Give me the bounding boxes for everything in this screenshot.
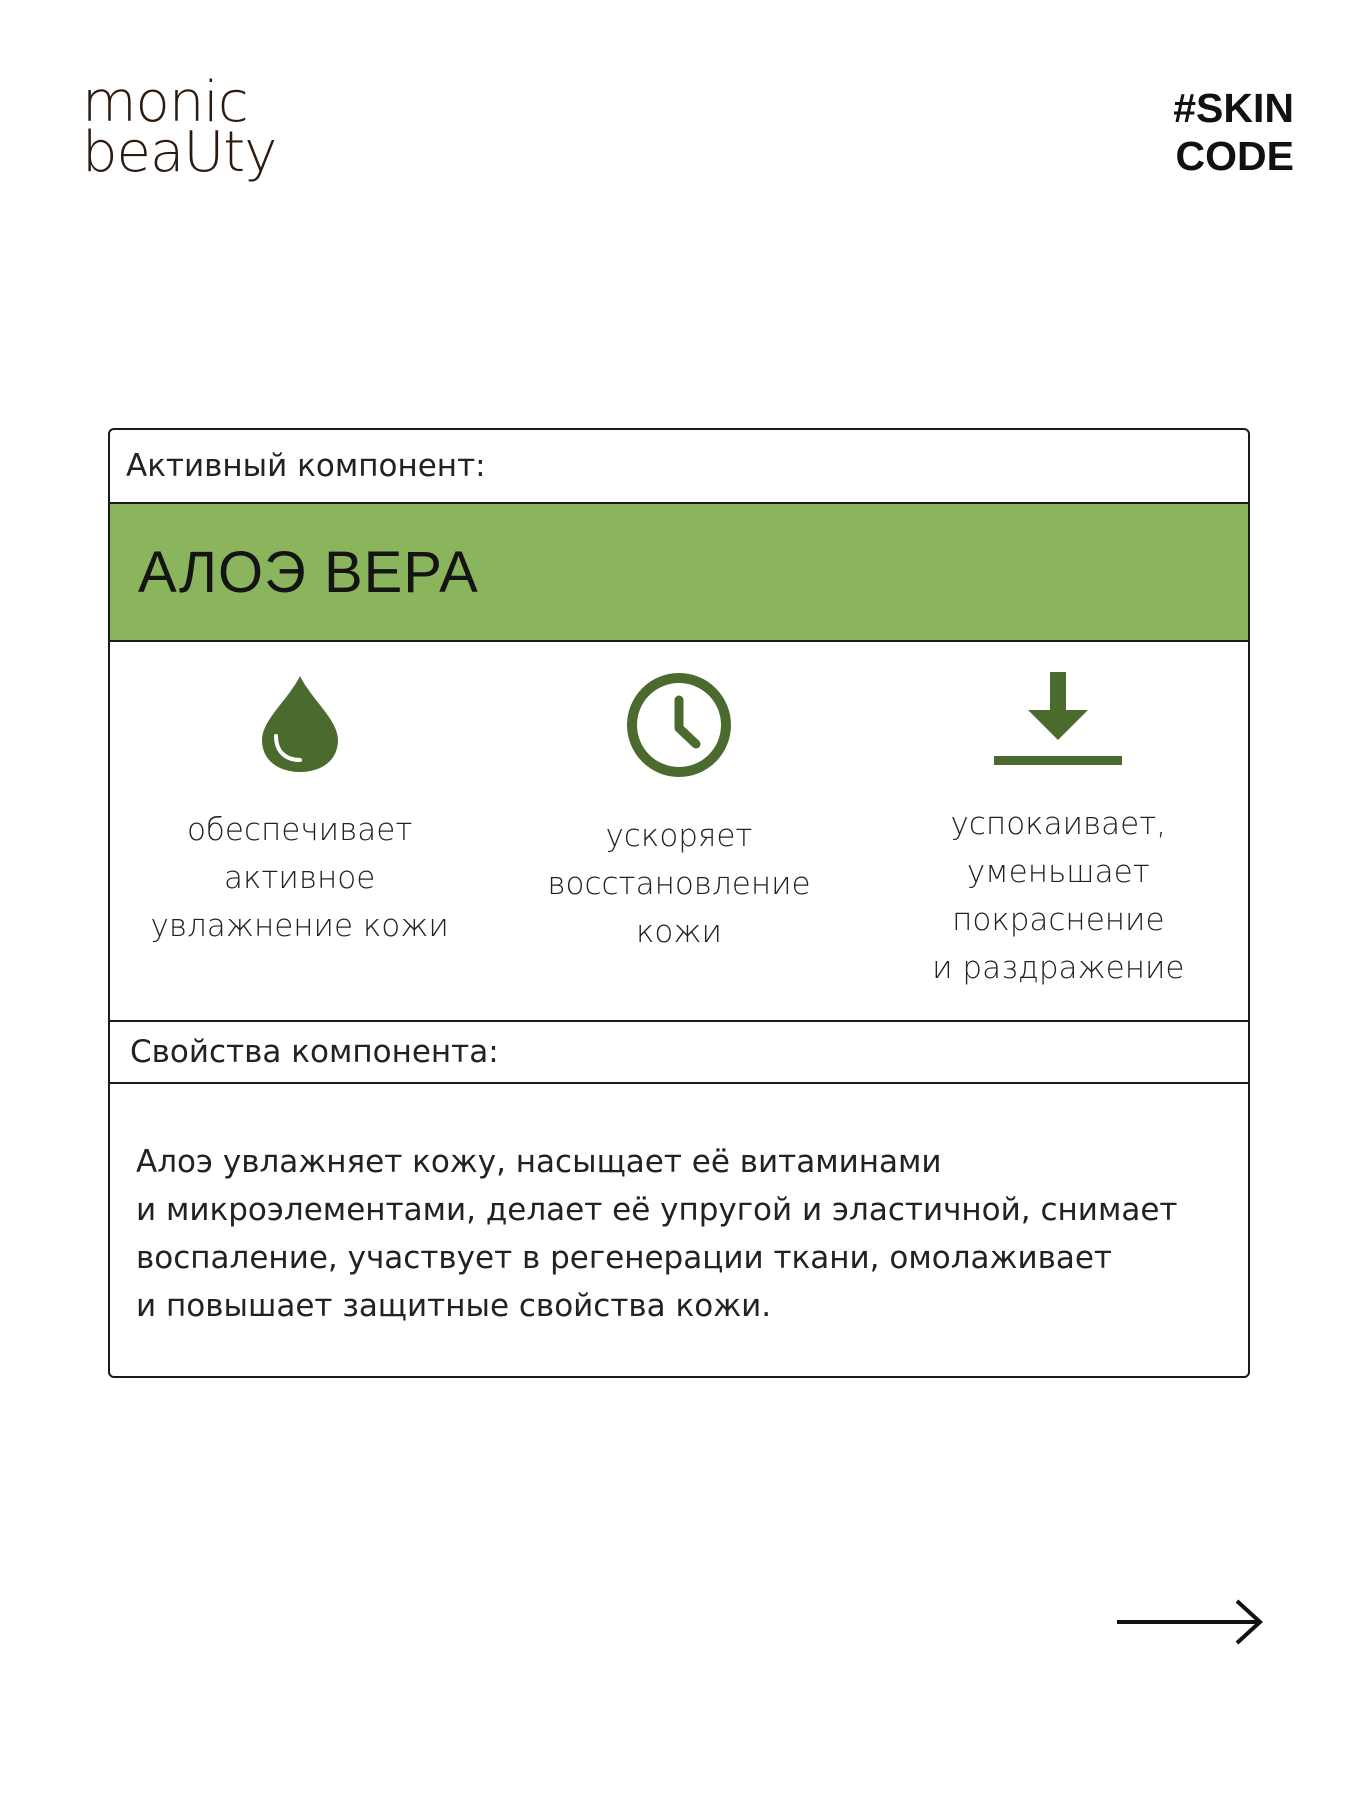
hashtag-line2: CODE bbox=[1175, 133, 1294, 179]
active-component-label: Активный компонент: bbox=[110, 430, 1248, 504]
water-drop-icon bbox=[260, 672, 340, 772]
arrow-right-icon[interactable] bbox=[1115, 1597, 1265, 1647]
ingredient-card bbox=[108, 428, 1250, 1378]
brand-logo-line1: monic bbox=[82, 70, 248, 135]
hashtag-line1: #SKIN bbox=[1173, 85, 1294, 131]
properties-label: Свойства компонента: bbox=[110, 1022, 1248, 1084]
features-row bbox=[110, 642, 1248, 1022]
brand-logo bbox=[82, 70, 277, 185]
feature-recovery-text: ускоряет восстановление кожи bbox=[547, 818, 811, 950]
clock-icon bbox=[626, 672, 732, 778]
brand-logo-line2: beaUty bbox=[82, 120, 277, 185]
feature-soothing-text: успокаивает, уменьшает покраснение и раздражение bbox=[932, 806, 1185, 986]
ingredient-name: АЛОЭ ВЕРА bbox=[138, 539, 479, 605]
feature-hydration-text: обеспечивает активное увлажнение кожи bbox=[150, 812, 449, 944]
feature-soothing bbox=[869, 642, 1248, 1020]
feature-hydration bbox=[110, 642, 489, 1020]
ingredient-banner bbox=[110, 504, 1248, 642]
download-arrow-icon bbox=[994, 672, 1122, 766]
feature-recovery bbox=[489, 642, 868, 1020]
hashtag-label bbox=[1173, 84, 1294, 180]
properties-description: Алоэ увлажняет кожу, насыщает её витаминами и микроэлементами, делает её упругой и эластичной, снимает воспаление, участвует в регенерации ткани, омолаживает и повышает защитные свойства кожи. bbox=[136, 1144, 1178, 1324]
